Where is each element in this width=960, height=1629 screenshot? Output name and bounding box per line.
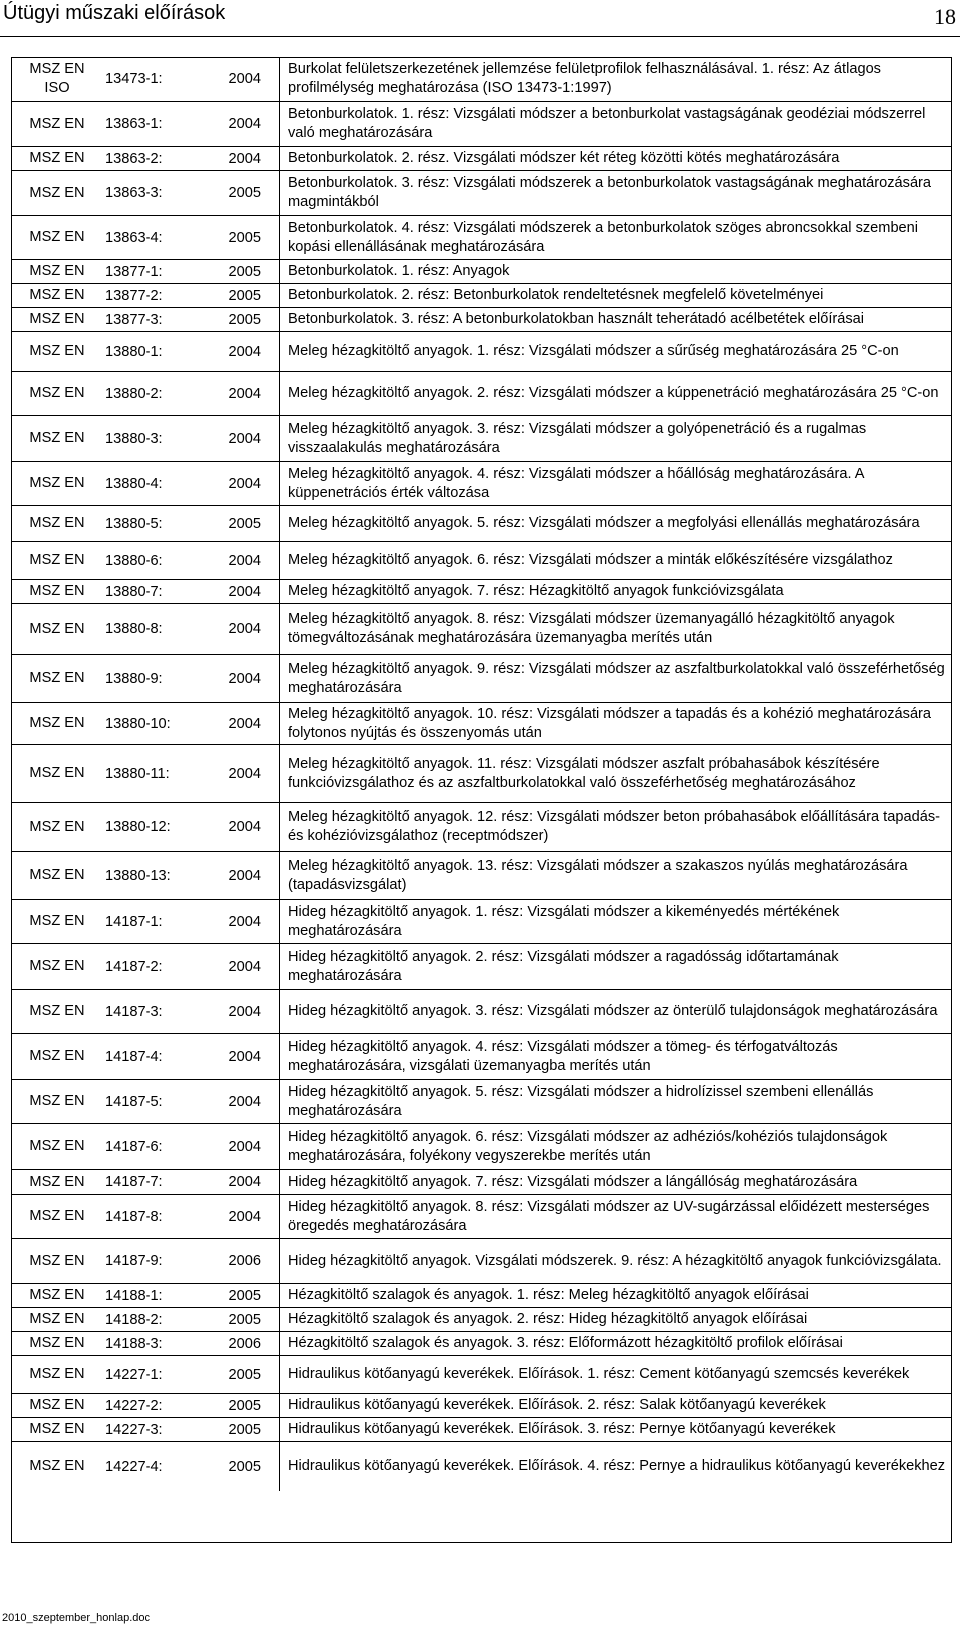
standard-year: 2005: [228, 1397, 261, 1414]
standards-table: [11, 57, 952, 1491]
standard-org: MSZ EN: [29, 287, 85, 303]
standard-number: 13863-4:: [105, 229, 163, 246]
standard-number: 13863-2:: [105, 150, 163, 167]
standard-org: MSZ EN: [29, 620, 85, 637]
standard-year: 2005: [228, 263, 261, 280]
standard-org: MSZ EN: [29, 1335, 85, 1351]
standard-year: 2006: [228, 1253, 261, 1269]
standard-org: MSZ EN: [29, 184, 85, 201]
table-row: [11, 216, 952, 260]
standard-number: 13880-8:: [105, 621, 163, 637]
standard-number: 13863-3:: [105, 185, 163, 201]
standard-year: 2004: [228, 867, 261, 884]
standard-number: 13880-3:: [105, 430, 163, 447]
standard-title: Meleg hézagkitöltő anyagok. 11. rész: Vizsgálati módszer aszfalt próbahasábok készítésére funkcióvizsgálathoz és az aszfaltburkolatokkal való összeférhetőség meghatározásához: [279, 745, 952, 802]
standard-title: Betonburkolatok. 3. rész: Vizsgálati módszerek a betonburkolatok vastagságának meghatározására magmintákból: [279, 171, 952, 215]
standard-year: 2004: [228, 71, 261, 87]
table-row: [11, 604, 952, 655]
standard-org: MSZ EN: [29, 1173, 85, 1190]
table-row: [11, 990, 952, 1034]
standard-title: Hidraulikus kötőanyagú keverékek. Előírások. 3. rész: Pernye kötőanyagú keverékek: [279, 1418, 952, 1441]
table-row: [11, 852, 952, 900]
standard-year: 2005: [228, 1421, 261, 1438]
standard-title: Hidraulikus kötőanyagú keverékek. Előírások. 1. rész: Cement kötőanyagú szemcsés keverékek: [279, 1356, 952, 1393]
table-row: [11, 542, 952, 580]
table-row: [11, 803, 952, 852]
table-row: [11, 655, 952, 703]
standard-year: 2005: [228, 185, 261, 201]
standard-title: Hideg hézagkitöltő anyagok. 6. rész: Vizsgálati módszer az adhéziós/kohéziós tulajdonságok meghatározására, folyékony vegyszerekbe merítés után: [279, 1124, 952, 1169]
standard-title: Hideg hézagkitöltő anyagok. 1. rész: Vizsgálati módszer a kikeményedés mértékének meghatározására: [279, 900, 952, 943]
table-row: [11, 102, 952, 147]
standard-number: 14187-7:: [105, 1174, 163, 1190]
standard-title: Hideg hézagkitöltő anyagok. 7. rész: Vizsgálati módszer a lángállóság meghatározására: [279, 1170, 952, 1194]
table-row: [11, 416, 952, 462]
standard-org: MSZ EN: [29, 1208, 85, 1224]
standard-year: 2004: [228, 1048, 261, 1065]
standard-year: 2004: [228, 385, 261, 402]
standard-title: Betonburkolatok. 1. rész: Anyagok: [279, 260, 952, 283]
standard-title: Meleg hézagkitöltő anyagok. 2. rész: Vizsgálati módszer a kúppenetráció meghatározására 25 °C-on: [279, 372, 952, 415]
standard-org: MSZ EN: [29, 1458, 85, 1474]
standard-year: 2004: [228, 343, 261, 360]
standard-title: Meleg hézagkitöltő anyagok. 1. rész: Vizsgálati módszer a sűrűség meghatározására 25 °C-on: [279, 332, 952, 371]
standard-org: MSZ EN: [29, 583, 85, 599]
standard-number: 14187-8:: [105, 1208, 163, 1225]
standard-year: 2005: [228, 1311, 261, 1328]
standard-year: 2005: [228, 1287, 261, 1304]
table-row: [11, 57, 952, 102]
standard-number: 14187-9:: [105, 1253, 163, 1269]
standard-title: Hideg hézagkitöltő anyagok. 3. rész: Vizsgálati módszer az önterülő tulajdonságok meghatározására: [279, 990, 952, 1033]
table-row: [11, 1284, 952, 1308]
standard-title: Hézagkitöltő szalagok és anyagok. 3. rész: Előformázott hézagkitöltő profilok előírásai: [279, 1332, 952, 1355]
standard-number: 13880-10:: [105, 715, 171, 732]
standard-org: MSZ EN: [29, 515, 85, 531]
table-row: [11, 1308, 952, 1332]
standard-year: 2004: [228, 913, 261, 930]
standard-number: 14227-3:: [105, 1421, 163, 1438]
table-row: [11, 1124, 952, 1170]
standard-number: 13880-7:: [105, 583, 163, 600]
standard-org: MSZ EN ISO: [29, 61, 85, 96]
table-row: [11, 1170, 952, 1195]
standard-org: MSZ EN: [29, 715, 85, 731]
standard-title: Betonburkolatok. 4. rész: Vizsgálati módszerek a betonburkolatok szöges abroncsokkal szembeni kopási ellenállásának meghatározására: [279, 216, 952, 259]
standard-year: 2005: [228, 1458, 261, 1475]
standard-org: MSZ EN: [29, 1252, 85, 1269]
standard-year: 2004: [228, 958, 261, 975]
standard-year: 2004: [228, 715, 261, 732]
standard-title: Meleg hézagkitöltő anyagok. 9. rész: Vizsgálati módszer az aszfaltburkolatokkal való összeférhetőség meghatározására: [279, 655, 952, 702]
standard-number: 13877-3:: [105, 311, 163, 328]
standard-year: 2004: [228, 670, 261, 687]
standard-org: MSZ EN: [29, 1138, 85, 1154]
standard-title: Meleg hézagkitöltő anyagok. 6. rész: Vizsgálati módszer a minták előkészítésére vizsgálathoz: [279, 542, 952, 579]
standard-year: 2004: [228, 819, 261, 835]
standard-number: 14187-5:: [105, 1093, 163, 1110]
standard-number: 13880-1:: [105, 343, 163, 360]
standard-org: MSZ EN: [29, 263, 85, 279]
standard-org: MSZ EN: [29, 1048, 85, 1064]
standard-year: 2004: [228, 583, 261, 600]
standard-title: Meleg hézagkitöltő anyagok. 10. rész: Vizsgálati módszer a tapadás és a kohézió meghatározására folytonos nyújtás és összenyomás után: [279, 703, 952, 744]
standard-title: Hidraulikus kötőanyagú keverékek. Előírások. 4. rész: Pernye a hidraulikus kötőanyagú keverékekhez: [279, 1442, 952, 1491]
page-number: 18: [934, 4, 956, 29]
table-row: [11, 900, 952, 944]
standard-year: 2004: [228, 1093, 261, 1110]
standard-number: 13880-6:: [105, 552, 163, 569]
table-row: [11, 580, 952, 604]
table-row: [11, 1239, 952, 1284]
footer-filename: 2010_szeptember_honlap.doc: [2, 1612, 151, 1624]
standard-year: 2004: [228, 475, 261, 492]
standard-year: 2004: [228, 1208, 261, 1225]
table-row: [11, 1442, 952, 1491]
standard-org: MSZ EN: [29, 385, 85, 401]
standard-title: Betonburkolatok. 2. rész: Betonburkolatok rendeltetésnek megfelelő követelményei: [279, 284, 952, 307]
table-row: [11, 1356, 952, 1394]
standard-title: Meleg hézagkitöltő anyagok. 13. rész: Vizsgálati módszer a szakaszos nyúlás meghatározására (tapadásvizsgálat): [279, 852, 952, 899]
standard-year: 2004: [228, 552, 261, 569]
standard-org: MSZ EN: [29, 1311, 85, 1327]
standard-number: 14227-2:: [105, 1397, 163, 1414]
standard-number: 14188-1:: [105, 1287, 163, 1304]
standard-number: 13880-13:: [105, 867, 171, 884]
table-row: [11, 462, 952, 506]
standard-number: 13880-11:: [105, 765, 170, 782]
standard-org: MSZ EN: [29, 1397, 85, 1413]
standard-org: MSZ EN: [29, 1366, 85, 1382]
table-row: [11, 1195, 952, 1239]
table-row: [11, 372, 952, 416]
standard-year: 2004: [228, 621, 261, 637]
standard-org: MSZ EN: [29, 229, 85, 245]
standard-title: Hideg hézagkitöltő anyagok. 2. rész: Vizsgálati módszer a ragadósság időtartamának meghatározására: [279, 944, 952, 989]
standard-year: 2005: [228, 311, 261, 328]
standard-title: Burkolat felületszerkezetének jellemzése felületprofilok felhasználásával. 1. rész: Az átlagos profilmélység meghatározása (ISO 13473-1:1997): [279, 57, 952, 101]
table-row: [11, 1332, 952, 1356]
standard-title: Hidraulikus kötőanyagú keverékek. Előírások. 2. rész: Salak kötőanyagú keverékek: [279, 1394, 952, 1417]
standard-year: 2004: [228, 430, 261, 447]
standard-title: Hideg hézagkitöltő anyagok. 5. rész: Vizsgálati módszer a hidrolízissel szembeni ellenállás meghatározására: [279, 1080, 952, 1123]
standard-number: 14187-4:: [105, 1048, 163, 1065]
standard-number: 13863-1:: [105, 116, 163, 132]
table-row: [11, 260, 952, 284]
table-row: [11, 332, 952, 372]
standard-number: 13880-12:: [105, 819, 171, 835]
standard-title: Meleg hézagkitöltő anyagok. 5. rész: Vizsgálati módszer a megfolyási ellenállás meghatározására: [279, 506, 952, 541]
standard-title: Meleg hézagkitöltő anyagok. 3. rész: Vizsgálati módszer a golyópenetráció és a rugalmas visszaalakulás meghatározására: [279, 416, 952, 461]
standard-org: MSZ EN: [29, 958, 85, 974]
standard-title: Meleg hézagkitöltő anyagok. 12. rész: Vizsgálati módszer beton próbahasábok előállítására tapadás- és kohézióvizsgálathoz (receptmódszer): [279, 803, 952, 851]
standard-year: 2005: [228, 1366, 261, 1383]
table-row: [11, 284, 952, 308]
standard-year: 2004: [228, 1174, 261, 1190]
table-row: [11, 1418, 952, 1442]
standard-org: MSZ EN: [29, 867, 85, 883]
standard-org: MSZ EN: [29, 150, 85, 166]
standard-title: Hideg hézagkitöltő anyagok. 8. rész: Vizsgálati módszer az UV-sugárzással előidézett mesterséges öregedés meghatározására: [279, 1195, 952, 1238]
table-row: [11, 171, 952, 216]
standard-org: MSZ EN: [29, 1003, 85, 1019]
page-title: Útügyi műszaki előírások: [3, 2, 226, 24]
standard-number: 14187-6:: [105, 1138, 163, 1155]
standard-org: MSZ EN: [29, 913, 85, 929]
page-header: [0, 0, 960, 37]
standard-title: Hideg hézagkitöltő anyagok. Vizsgálati módszerek. 9. rész: A hézagkitöltő anyagok funkcióvizsgálata.: [279, 1239, 952, 1283]
standard-number: 14188-3:: [105, 1335, 163, 1352]
standard-year: 2004: [228, 765, 261, 782]
standard-number: 14188-2:: [105, 1311, 163, 1328]
table-row: [11, 1394, 952, 1418]
standard-year: 2004: [228, 150, 261, 167]
standard-org: MSZ EN: [29, 430, 85, 446]
standard-number: 13880-2:: [105, 385, 163, 402]
standard-number: 14187-2:: [105, 958, 163, 975]
standard-year: 2004: [228, 1138, 261, 1155]
standard-year: 2005: [228, 229, 261, 246]
standard-year: 2005: [228, 515, 261, 532]
standard-title: Hideg hézagkitöltő anyagok. 4. rész: Vizsgálati módszer a tömeg- és térfogatváltozás meghatározására, vizsgálati üzemanyagba merítés után: [279, 1034, 952, 1079]
standard-org: MSZ EN: [29, 670, 85, 686]
standard-org: MSZ EN: [29, 818, 85, 835]
standard-year: 2006: [228, 1335, 261, 1352]
standard-title: Hézagkitöltő szalagok és anyagok. 1. rész: Meleg hézagkitöltő anyagok előírásai: [279, 1284, 952, 1307]
standard-title: Meleg hézagkitöltő anyagok. 4. rész: Vizsgálati módszer a hőállóság meghatározására. A küppenetrációs érték változása: [279, 462, 952, 505]
standard-number: 13880-4:: [105, 475, 163, 492]
table-row: [11, 703, 952, 745]
standard-number: 14227-4:: [105, 1458, 163, 1475]
standard-org: MSZ EN: [29, 1421, 85, 1437]
standard-number: 13877-1:: [105, 263, 163, 280]
table-row: [11, 745, 952, 803]
standard-org: MSZ EN: [29, 343, 85, 359]
standard-year: 2005: [228, 287, 261, 304]
standard-org: MSZ EN: [29, 311, 85, 327]
standard-org: MSZ EN: [29, 115, 85, 132]
standard-org: MSZ EN: [29, 1287, 85, 1303]
standard-number: 14187-3:: [105, 1003, 163, 1020]
standard-title: Betonburkolatok. 2. rész. Vizsgálati módszer két réteg közötti kötés meghatározására: [279, 147, 952, 170]
standard-org: MSZ EN: [29, 552, 85, 568]
standard-number: 13877-2:: [105, 287, 163, 304]
standard-number: 14187-1:: [105, 913, 163, 930]
standard-year: 2004: [228, 116, 261, 132]
standard-org: MSZ EN: [29, 475, 85, 491]
standard-year: 2004: [228, 1003, 261, 1020]
standard-number: 13880-9:: [105, 670, 163, 687]
standard-org: MSZ EN: [29, 1093, 85, 1109]
standard-org: MSZ EN: [29, 765, 85, 781]
standard-title: Meleg hézagkitöltő anyagok. 8. rész: Vizsgálati módszer üzemanyagálló hézagkitöltő anyagok tömegváltozásának meghatározására üzemanyagba merítés után: [279, 604, 952, 654]
table-row: [11, 506, 952, 542]
standard-number: 13880-5:: [105, 515, 163, 532]
table-row: [11, 944, 952, 990]
standard-number: 13473-1:: [105, 71, 163, 87]
table-row: [11, 1080, 952, 1124]
standard-title: Betonburkolatok. 3. rész: A betonburkolatokban használt teherátadó acélbetétek előírásai: [279, 308, 952, 331]
standard-title: Hézagkitöltő szalagok és anyagok. 2. rész: Hideg hézagkitöltő anyagok előírásai: [279, 1308, 952, 1331]
table-row: [11, 1034, 952, 1080]
standard-title: Meleg hézagkitöltő anyagok. 7. rész: Hézagkitöltő anyagok funkcióvizsgálata: [279, 580, 952, 603]
standard-number: 14227-1:: [105, 1366, 163, 1383]
table-row: [11, 308, 952, 332]
standard-title: Betonburkolatok. 1. rész: Vizsgálati módszer a betonburkolat vastagságának geodéziai módszerrel való meghatározására: [279, 102, 952, 146]
table-row: [11, 147, 952, 171]
